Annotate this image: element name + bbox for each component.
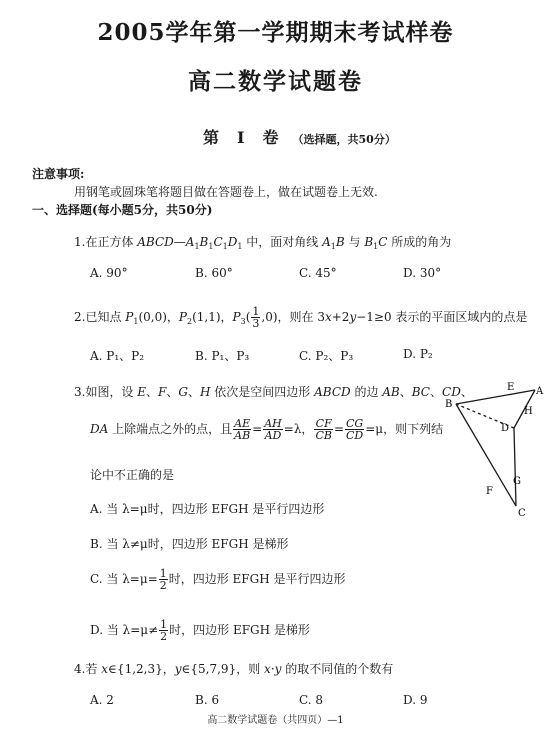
q1-option-c[interactable]: C. 45° <box>299 266 337 280</box>
q1-option-b[interactable]: B. 60° <box>195 266 233 280</box>
figure-label-h: H <box>524 406 533 417</box>
q2-option-a[interactable]: A. P₁、P₂ <box>90 349 145 363</box>
q3-option-d[interactable]: D. 当 λ=μ≠ $\frac{1}{2}$ 时，四边形 EFGH 是梯形 <box>90 618 310 643</box>
figure-label-d: D <box>501 423 510 434</box>
q3-option-a-text: 时，四边形 EFGH 是平行四边形 <box>147 502 325 516</box>
figure-label-f: F <box>486 486 493 497</box>
q2-option-c[interactable]: C. P₂、P₃ <box>299 349 354 363</box>
exam-title: 2005学年第一学期期末考试样卷 <box>97 19 454 46</box>
q2-option-d[interactable]: D. P₂ <box>403 347 433 361</box>
part-label-num: Ⅰ <box>237 128 245 147</box>
part-heading <box>203 125 396 148</box>
question-2: 2.已知点 $P_1(0,0)$，$P_2(1,1)$，$P_3$( $\frac{1}{3}$ ,0)，则在 3x+2y−1≥0 表示的平面区域内的点是 <box>74 305 528 330</box>
q4-option-b[interactable]: B. 6 <box>195 693 220 707</box>
q4-option-a[interactable]: A. 2 <box>90 693 114 707</box>
q2-option-b[interactable]: B. P₁、P₃ <box>195 349 250 363</box>
section-heading: 一、选择题(每小题5分，共50分) <box>32 203 213 217</box>
figure-label-e: E <box>507 382 515 393</box>
notice-text: 用钢笔或圆珠笔将题目做在答题卷上，做在试题卷上无效. <box>74 185 378 199</box>
quadrilateral-figure <box>440 376 545 521</box>
question-3-line-2: DA 上除端点之外的点，且 $\frac{AE}{AB}$ = $\frac{AH}{AD}$ =λ， $\frac{CF}{CB}$ = $\frac{CG}{CD}$ =μ，则下列结 <box>90 417 444 442</box>
part-label-first: 第 <box>203 128 220 147</box>
part-note: （选择题，共50分） <box>292 133 396 146</box>
q1-option-d[interactable]: D. 30° <box>403 266 442 280</box>
q4-option-c[interactable]: C. 8 <box>299 693 324 707</box>
notice-heading: 注意事项: <box>32 167 85 181</box>
figure-label-g: G <box>513 476 521 487</box>
figure-label-a: A <box>536 386 544 397</box>
q3-option-b[interactable]: B. 当 λ≠μ时，四边形 EFGH 是梯形 <box>90 537 289 551</box>
q1-option-a[interactable]: A. 90° <box>90 266 128 280</box>
question-1: 1.在正方体 $ABCD—A_1B_1C_1D_1$ 中，面对角线 $A_1B$ 与 $B_1C$ 所成的角为 <box>74 235 452 251</box>
question-4: 4.若 x∈{1,2,3}，y∈{5,7,9}，则 x·y 的取不同值的个数有 <box>74 662 394 676</box>
q3-option-c[interactable]: C. 当 λ=μ= $\frac{1}{2}$ 时，四边形 EFGH 是平行四边形 <box>90 567 346 592</box>
q3-option-a[interactable]: A. 当 λ=μ时，四边形 EFGH 是平行四边形 <box>90 502 325 516</box>
part-label-last: 卷 <box>262 128 279 147</box>
page-footer: 高二数学试题卷（共四页）—1 <box>207 715 344 726</box>
q3-option-d-text: 时，四边形 EFGH 是梯形 <box>169 623 310 637</box>
q3-option-b-text: 时，四边形 EFGH 是梯形 <box>147 537 289 551</box>
question-3-line-1: 3.如图，设 E、F、G、H 依次是空间四边形 ABCD 的边 AB、BC、CD、 <box>74 385 473 399</box>
figure-label-c: C <box>518 508 526 519</box>
question-3-line-3: 论中不正确的是 <box>90 468 175 482</box>
exam-subtitle: 高二数学试题卷 <box>188 68 363 95</box>
figure-label-b: B <box>445 399 453 410</box>
q4-option-d[interactable]: D. 9 <box>403 693 428 707</box>
q3-option-c-text: 时，四边形 EFGH 是平行四边形 <box>168 572 346 586</box>
